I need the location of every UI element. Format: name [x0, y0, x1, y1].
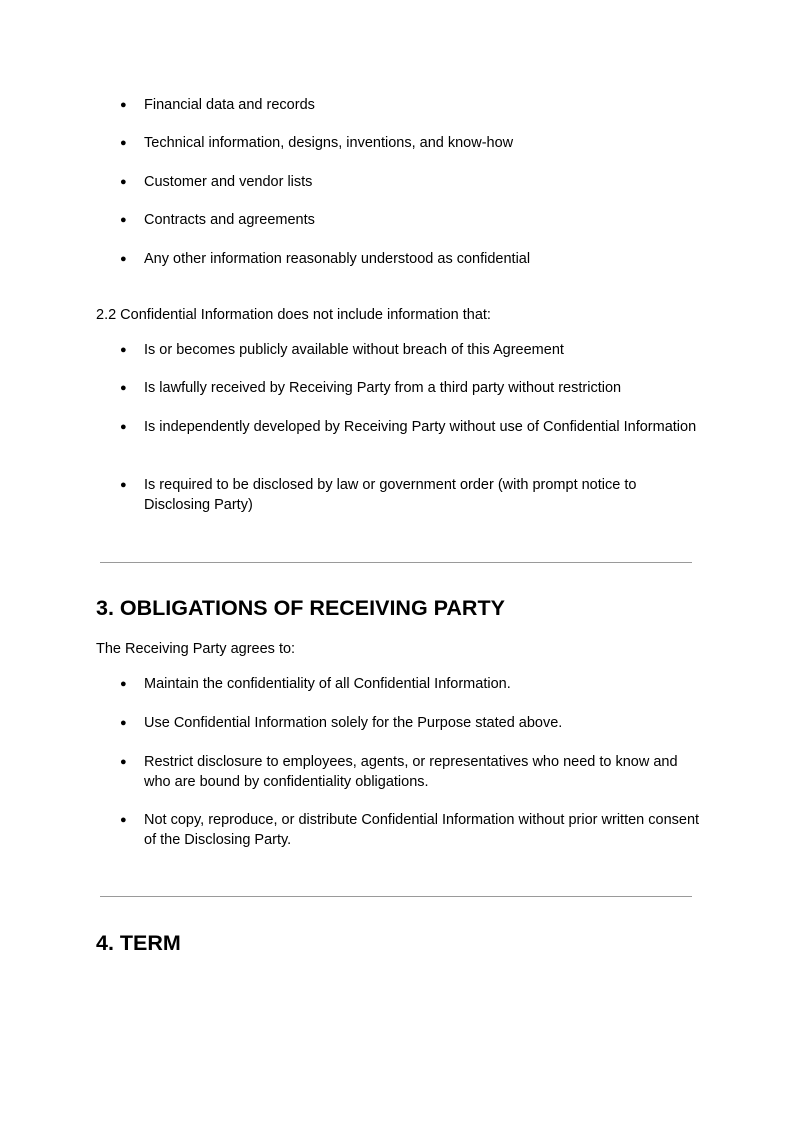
section-3-intro: The Receiving Party agrees to: — [96, 641, 296, 657]
section-4-heading: 4. TERM — [96, 931, 181, 955]
list-item: ● Contracts and agreements — [144, 210, 704, 230]
list-item: ● Is lawfully received by Receiving Party from a third party without restriction — [144, 378, 704, 398]
list-item: ● Technical information, designs, inventions, and know-how — [144, 133, 704, 153]
list-item: ● Restrict disclosure to employees, agents, or representatives who need to know and who are bound by confidentiality obligations. — [144, 752, 704, 792]
section-divider — [100, 562, 692, 563]
list-item: ● Any other information reasonably understood as confidential — [144, 249, 704, 269]
list-item: ● Use Confidential Information solely for the Purpose stated above. — [144, 713, 704, 733]
list-item: ● Is independently developed by Receiving Party without use of Confidential Information — [144, 417, 704, 437]
list-item: ● Not copy, reproduce, or distribute Confidential Information without prior written consent of the Disclosing Party. — [144, 810, 704, 850]
list-item: ● Customer and vendor lists — [144, 172, 704, 192]
list-item: ● Maintain the confidentiality of all Confidential Information. — [144, 674, 704, 694]
list-item: ● Financial data and records — [144, 95, 704, 115]
clause-2-2-intro: 2.2 Confidential Information does not include information that: — [96, 307, 491, 323]
section-divider — [100, 896, 692, 897]
list-item: ● Is required to be disclosed by law or government order (with prompt notice to Disclosing Party) — [144, 475, 704, 515]
section-3-heading: 3. OBLIGATIONS OF RECEIVING PARTY — [96, 596, 505, 620]
list-item: ● Is or becomes publicly available without breach of this Agreement — [144, 340, 704, 360]
